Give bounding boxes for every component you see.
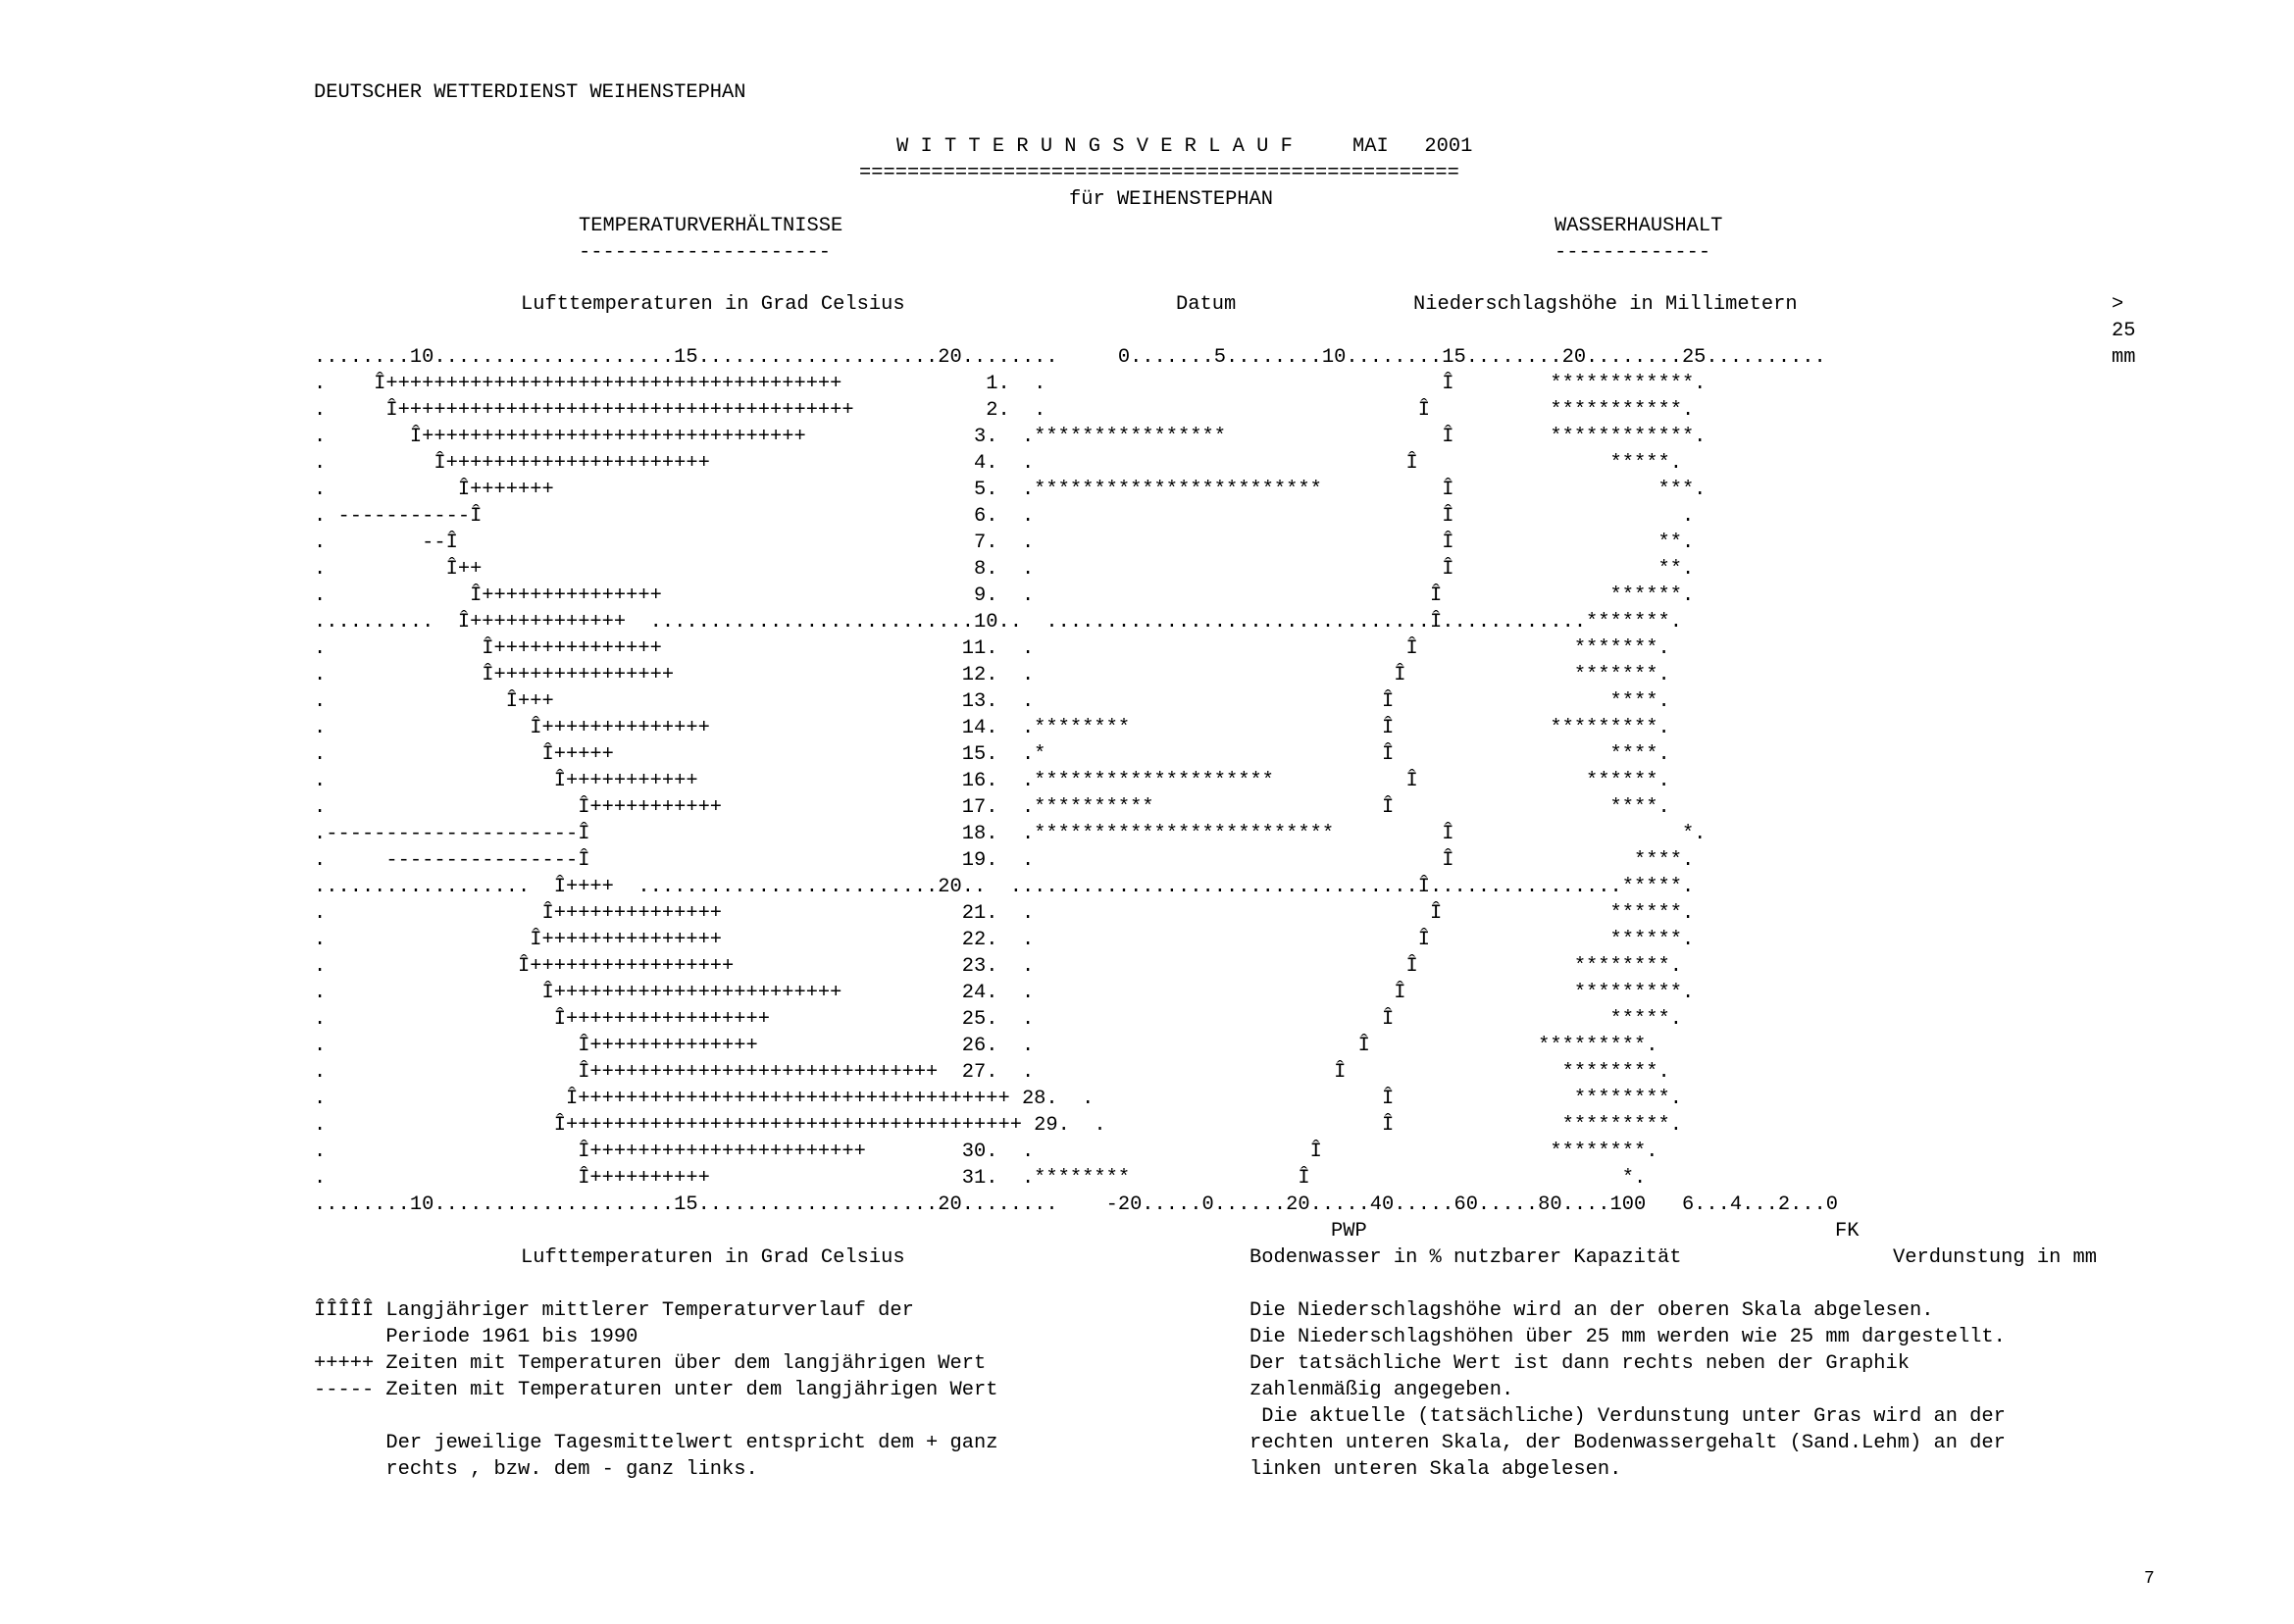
temperature-section-rule: --------------------- (579, 241, 831, 264)
day-row: . Î++++++++++++++++++++++++++++++++++++++ 1. . Î ************. (314, 373, 1707, 395)
page-number: 7 (2144, 1569, 2155, 1589)
water-section-heading: WASSERHAUSHALT (1555, 215, 1723, 237)
day-row: . Î+++ 13. . Î ****. (314, 690, 1670, 713)
legend-line: rechts , bzw. dem - ganz links. (314, 1458, 758, 1481)
day-row: . Î++++++++++++++++++++++++++++++++ 3. .**************** Î ************. (314, 426, 1707, 448)
fk-marker: FK (1835, 1220, 1860, 1243)
day-row: . Î++++++++++++++++++++++++++++++++++++ 28. . Î ********. (314, 1088, 1682, 1110)
day-row: . Î+++++ 15. .* Î ****. (314, 743, 1670, 766)
day-row: . Î++++++++++ 31. .******** Î *. (314, 1167, 1647, 1190)
note-line: Die aktuelle (tatsächliche) Verdunstung unter Gras wird an der (1249, 1405, 2006, 1428)
day-row: .......... Î+++++++++++++ ...........................10.. ................................Î............*******. (314, 611, 1682, 634)
date-column-header: Datum (1176, 293, 1237, 316)
day-row: . ----------------Î 19. . Î ****. (314, 849, 1695, 872)
day-row: . Î+++++++++++ 17. .********** Î ****. (314, 796, 1670, 819)
note-line: Die Niederschlagshöhe wird an der oberen Skala abgelesen. (1249, 1299, 1934, 1322)
day-row: . Î++++++++++++++++++++++++++++++++++++++ 2. . Î ***********. (314, 399, 1695, 422)
note-line: zahlenmäßig angegeben. (1249, 1379, 1514, 1401)
overflow-unit: mm (2112, 346, 2136, 369)
day-row: . Î++++++++++++++ 21. . Î ******. (314, 902, 1695, 925)
soil-water-footer-label: Bodenwasser in % nutzbarer Kapazität (1249, 1246, 1682, 1269)
day-row: . Î++++++++++++++ 26. . Î *********. (314, 1035, 1658, 1057)
note-line: Der tatsächliche Wert ist dann rechts neben der Graphik (1249, 1352, 1911, 1375)
day-row: .---------------------Î 18. .************************* Î *. (314, 823, 1707, 845)
legend-line: ----- Zeiten mit Temperaturen unter dem langjährigen Wert (314, 1379, 998, 1401)
day-row: . Î+++++++++++++++++++++++ 30. . Î ********. (314, 1141, 1658, 1163)
evaporation-footer-label: Verdunstung in mm (1893, 1246, 2098, 1269)
location-line: für WEIHENSTEPHAN (1069, 188, 1274, 211)
temperature-footer-label: Lufttemperaturen in Grad Celsius (521, 1246, 905, 1269)
precipitation-axis-title: Niederschlagshöhe in Millimetern (1413, 293, 1798, 316)
day-row: . Î+++++++++++++++++++++++++++++ 27. . Î ********. (314, 1061, 1670, 1084)
report-title: W I T T E R U N G S V E R L A U F MAI 2001 (896, 135, 1473, 158)
overflow-marker: > (2112, 293, 2124, 316)
overflow-value: 25 (2112, 320, 2136, 342)
day-row: .................. Î++++ .........................20.. ..................................Î................*****. (314, 876, 1695, 898)
day-row: . -----------Î 6. . Î . (314, 505, 1695, 528)
title-underline: ================================================== (859, 162, 1459, 184)
pwp-marker: PWP (1331, 1220, 1367, 1243)
bottom-scale: ........10....................15....................20........ -20.....0......20.....40.....60.....80....100 6...4...2...0 (314, 1193, 1839, 1216)
day-row: . --Î 7. . Î **. (314, 532, 1695, 554)
day-row: . Î++++++++++++++++++++++++++++++++++++++ 29. . Î *********. (314, 1114, 1682, 1137)
day-row: . Î++++++++++++++ 11. . Î *******. (314, 637, 1670, 660)
top-scale: ........10....................15....................20........ 0.......5........10........15........20........25.......... (314, 346, 1826, 369)
legend-line: Der jeweilige Tagesmittelwert entspricht dem + ganz (314, 1432, 998, 1454)
temperature-section-heading: TEMPERATURVERHÄLTNISSE (579, 215, 843, 237)
temperature-axis-title: Lufttemperaturen in Grad Celsius (521, 293, 905, 316)
institution-header: DEUTSCHER WETTERDIENST WEIHENSTEPHAN (314, 81, 746, 104)
note-line: linken unteren Skala abgelesen. (1249, 1458, 1622, 1481)
day-row: . Î++++++++++++++ 14. .******** Î *********. (314, 717, 1670, 739)
day-row: . Î++++++++++++++++++++++++ 24. . Î *********. (314, 982, 1695, 1004)
legend-line: Periode 1961 bis 1990 (314, 1326, 638, 1348)
day-row: . Î+++++++++++++++ 12. . Î *******. (314, 664, 1670, 686)
day-row: . Î++ 8. . Î **. (314, 558, 1695, 581)
note-line: rechten unteren Skala, der Bodenwassergehalt (Sand.Lehm) an der (1249, 1432, 2006, 1454)
day-row: . Î+++++++++++++++ 9. . Î ******. (314, 584, 1695, 607)
day-row: . Î++++++++++++++++++++++ 4. . Î *****. (314, 452, 1682, 475)
legend-line: +++++ Zeiten mit Temperaturen über dem langjährigen Wert (314, 1352, 987, 1375)
note-line: Die Niederschlagshöhen über 25 mm werden wie 25 mm dargestellt. (1249, 1326, 2006, 1348)
day-row: . Î+++++++++++++++++ 23. . Î ********. (314, 955, 1682, 978)
day-row: . Î+++++++++++++++ 22. . Î ******. (314, 929, 1695, 951)
water-section-rule: ------------- (1555, 241, 1711, 264)
day-row: . Î+++++++ 5. .************************ Î ***. (314, 479, 1707, 501)
legend-line: ÎÎÎÎÎ Langjähriger mittlerer Temperaturverlauf der (314, 1299, 914, 1322)
day-row: . Î+++++++++++++++++ 25. . Î *****. (314, 1008, 1682, 1031)
day-row: . Î+++++++++++ 16. .******************** Î ******. (314, 770, 1670, 792)
